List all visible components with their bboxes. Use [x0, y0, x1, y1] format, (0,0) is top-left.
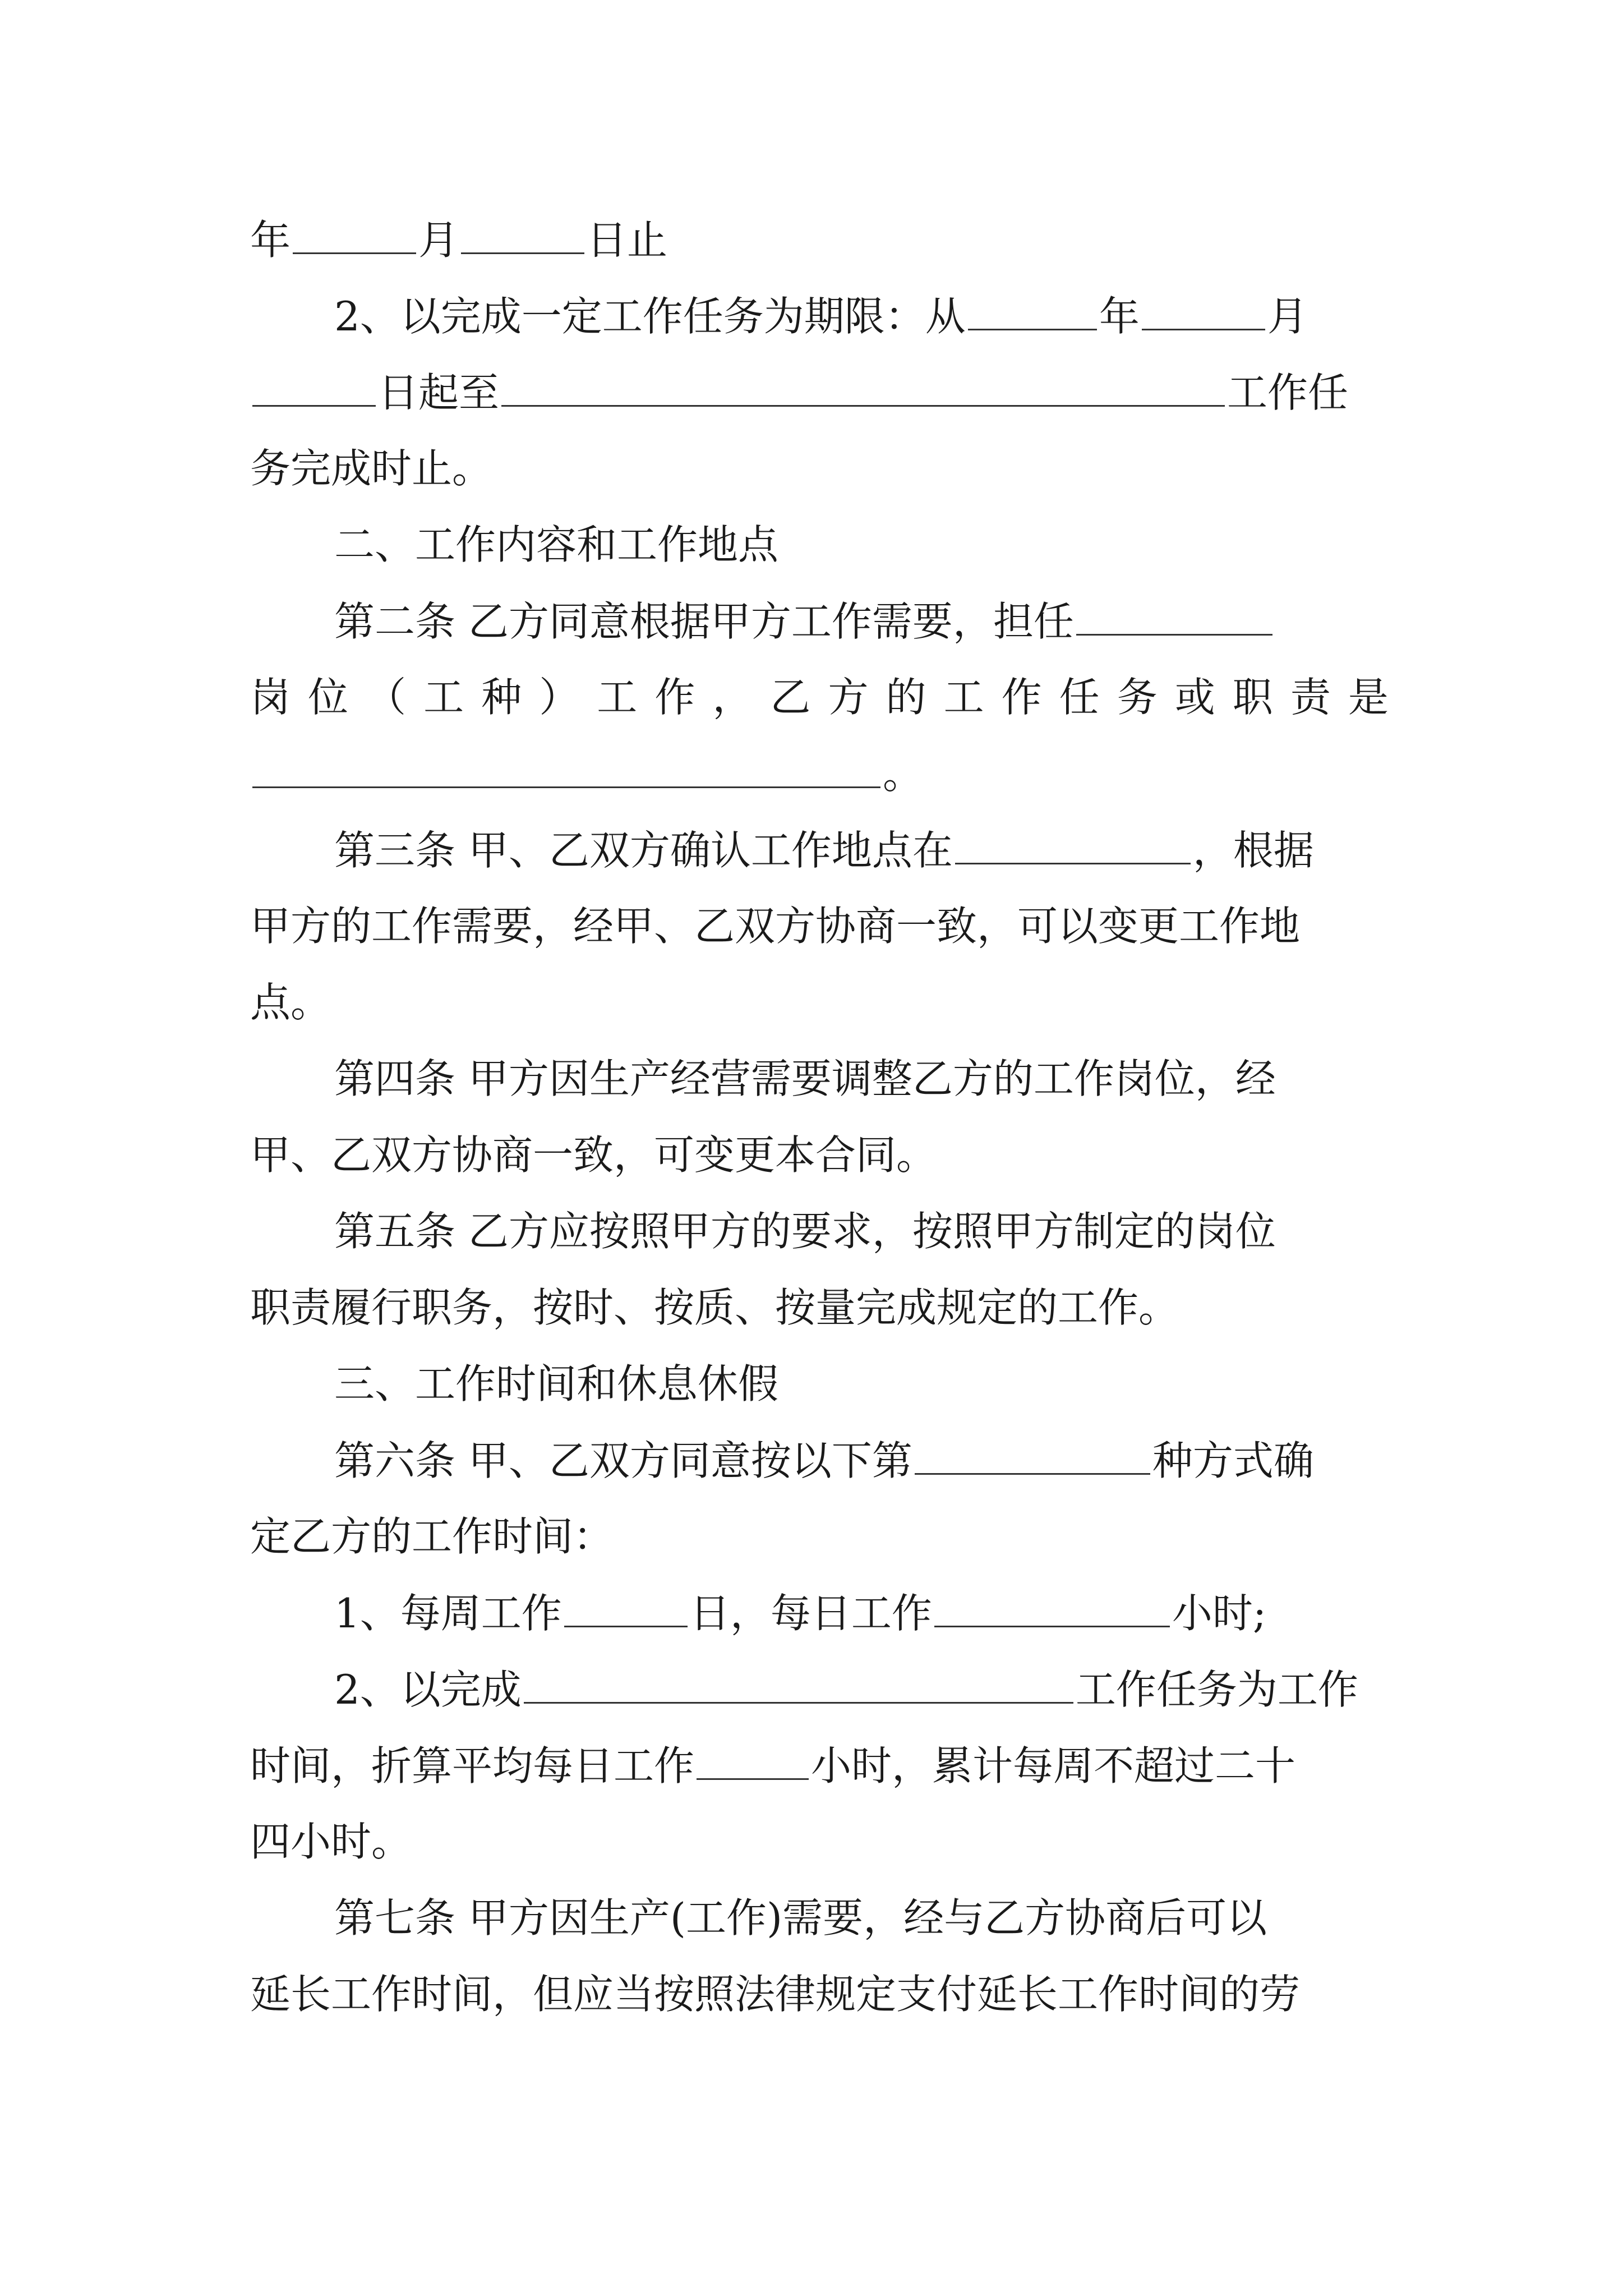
text-char: 是	[1348, 674, 1389, 721]
text-line	[250, 1734, 1389, 1796]
blank-field	[915, 1429, 1150, 1475]
text-char: 工	[597, 674, 638, 721]
text-char: 作	[1001, 674, 1042, 721]
text-char: 任	[1059, 674, 1100, 721]
text-line	[334, 1582, 1389, 1644]
text-segment: 第四条 甲方因生产经营需要调整乙方的工作岗位，经	[334, 1055, 1276, 1102]
text-char: 岗	[250, 674, 291, 721]
text-line	[250, 1811, 1389, 1872]
text-char: ，	[712, 674, 753, 721]
section-heading	[334, 1353, 1389, 1415]
text-segment: 2、以完成	[334, 1666, 522, 1713]
text-char: （	[366, 674, 407, 721]
text-line	[250, 1963, 1389, 2025]
text-segment: 第三条 甲、乙双方确认工作地点在	[334, 827, 953, 874]
text-segment: 日止	[587, 217, 668, 264]
text-segment: 第五条 乙方应按照甲方的要求，按照甲方制定的岗位	[334, 1208, 1276, 1255]
text-segment: 延长工作时间，但应当按照法律规定支付延长工作时间的劳	[250, 1971, 1301, 2018]
text-char: 方	[828, 674, 869, 721]
text-segment: 二、工作内容和工作地点	[334, 521, 779, 568]
text-char: ）	[539, 674, 580, 721]
blank-field	[524, 1658, 1073, 1704]
text-char: 职	[1232, 674, 1273, 721]
text-char: 作	[654, 674, 695, 721]
text-segment: ，根据	[1192, 827, 1314, 874]
text-segment: 三、工作时间和休息休假	[334, 1360, 779, 1407]
text-segment: 工作任务为工作	[1075, 1666, 1358, 1713]
text-char: 工	[943, 674, 984, 721]
blank-field	[564, 1582, 688, 1627]
text-char: 种	[481, 674, 522, 721]
blank-field	[252, 743, 880, 788]
blank-field	[252, 361, 376, 407]
text-segment: 时间，折算平均每日工作	[250, 1742, 695, 1789]
blank-field	[1142, 285, 1265, 330]
blank-field	[955, 819, 1191, 864]
text-line	[334, 819, 1389, 881]
text-char: 责	[1290, 674, 1331, 721]
text-segment: 第七条 甲方因生产(工作)需要，经与乙方协商后可以	[334, 1894, 1267, 1941]
text-segment: 2、以完成一定工作任务为期限：从	[334, 293, 966, 340]
blank-field	[934, 1582, 1170, 1627]
text-segment: 职责履行职务，按时、按质、按量完成规定的工作。	[250, 1284, 1179, 1331]
text-segment: 1、每周工作	[334, 1590, 562, 1637]
text-segment: 甲方的工作需要，经甲、乙双方协商一致，可以变更工作地	[250, 903, 1301, 950]
text-line	[250, 743, 1389, 804]
blank-field	[1076, 590, 1272, 636]
text-segment: 日起至	[378, 369, 500, 416]
text-segment: 工作任	[1227, 369, 1349, 416]
text-char: 务	[1117, 674, 1158, 721]
text-char: 的	[886, 674, 926, 721]
text-segment: 种方式确	[1152, 1437, 1314, 1484]
text-segment: 第二条 乙方同意根据甲方工作需要，担任	[334, 598, 1074, 645]
text-char: 乙	[770, 674, 811, 721]
text-segment: 小时;	[1172, 1590, 1267, 1637]
text-line	[250, 438, 1389, 499]
text-segment: 年	[1099, 293, 1140, 340]
text-line	[250, 972, 1389, 1033]
text-segment: 务完成时止。	[250, 445, 493, 492]
text-char: 位	[308, 674, 349, 721]
text-line	[250, 209, 1389, 270]
text-line	[334, 285, 1389, 347]
text-line	[250, 1277, 1389, 1338]
text-segment: 日，每日工作	[689, 1590, 932, 1637]
text-segment: 甲、乙双方协商一致，可变更本合同。	[250, 1131, 937, 1179]
blank-field	[461, 209, 584, 254]
text-char: 工	[423, 674, 464, 721]
text-segment: 点。	[250, 979, 331, 1026]
text-line	[250, 666, 1389, 728]
text-char: 或	[1174, 674, 1215, 721]
text-segment: 月	[1267, 293, 1308, 340]
blank-field	[968, 285, 1097, 330]
text-line	[334, 1048, 1389, 1110]
text-segment: 第六条 甲、乙双方同意按以下第	[334, 1437, 912, 1484]
text-segment: 四小时。	[250, 1818, 412, 1865]
text-segment: 定乙方的工作时间：	[250, 1513, 614, 1560]
text-line	[334, 1658, 1389, 1720]
text-line	[250, 1506, 1389, 1567]
blank-field	[293, 209, 416, 254]
text-segment: 。	[883, 751, 924, 798]
text-line	[334, 590, 1389, 652]
text-line	[334, 1200, 1389, 1262]
text-line	[334, 1429, 1389, 1491]
text-segment: 年	[250, 217, 291, 264]
blank-field	[697, 1734, 809, 1780]
section-heading	[334, 514, 1389, 576]
text-line	[250, 895, 1389, 957]
blank-field	[501, 361, 1225, 407]
text-line	[250, 1124, 1389, 1186]
text-segment: 月	[418, 217, 459, 264]
text-line	[334, 1887, 1389, 1949]
text-segment: 小时，累计每周不超过二十	[811, 1742, 1296, 1789]
text-line	[250, 361, 1389, 423]
